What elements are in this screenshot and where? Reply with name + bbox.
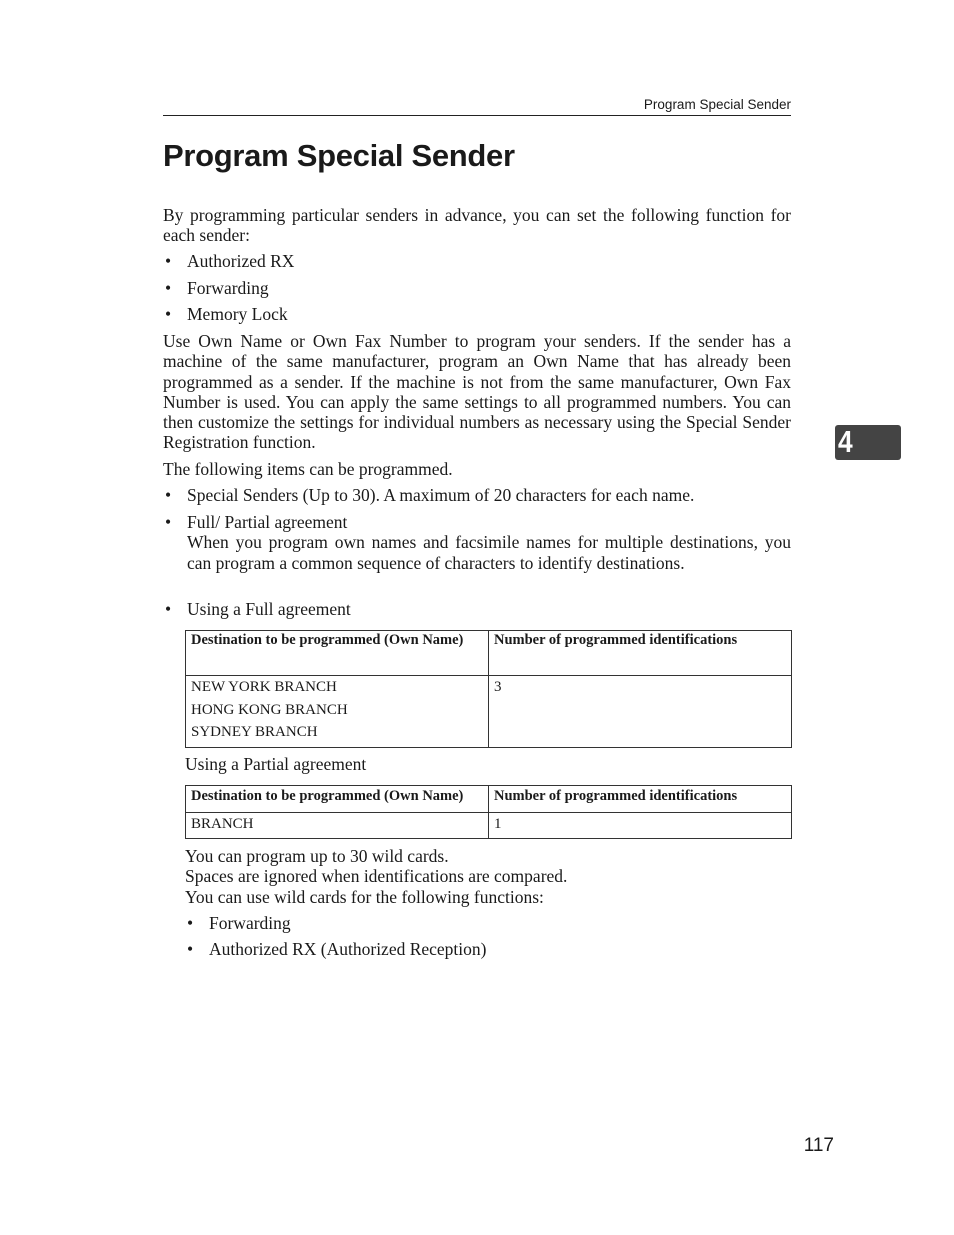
destination-name: SYDNEY BRANCH (191, 724, 318, 740)
bullet-icon: • (165, 485, 172, 505)
wildcard-note: You can use wild cards for the following functions: (185, 887, 544, 907)
partial-agreement-table (185, 785, 792, 839)
bullet-icon: • (165, 599, 172, 619)
bullet-text: Special Senders (Up to 30). A maximum of 20 characters for each name. (187, 485, 695, 505)
table-header: Destination to be programmed (Own Name) (186, 631, 489, 676)
bullet-text: Forwarding (187, 278, 269, 298)
table-cell: 3 (489, 676, 792, 748)
page-number: 117 (803, 1135, 834, 1156)
table-header: Number of programmed identifications (489, 631, 792, 676)
bullet-icon: • (187, 913, 194, 933)
table-cell: 1 (489, 813, 792, 839)
bullet-icon: • (165, 251, 172, 271)
wildcard-note: You can program up to 30 wild cards. (185, 846, 449, 866)
bullet-icon: • (165, 278, 172, 298)
bullet-text: Memory Lock (187, 304, 288, 324)
table-cell (186, 676, 489, 748)
running-header: Program Special Sender (643, 97, 791, 112)
bullet-text (187, 512, 791, 573)
own-name-paragraph: Use Own Name or Own Fax Number to program your senders. If the sender has a machine of the same manufacturer, program an Own Name that has already been programmed as a sender. If the machine is not from the same manufacturer, Own Fax Number is used. You can apply the same settings to all programmed numbers. You can then customize the settings for individual numbers as necessary using the Special Sender Registration function. (163, 331, 791, 453)
table-header: Number of programmed identifications (489, 786, 792, 813)
page-title: Program Special Sender (163, 138, 515, 173)
bullet-text: Authorized RX (187, 251, 295, 271)
agreement-title: Full/ Partial agreement (187, 512, 348, 532)
bullet-text: Forwarding (209, 913, 291, 933)
bullet-text: Authorized RX (Authorized Reception) (209, 939, 487, 959)
table-cell: BRANCH (186, 813, 489, 839)
wildcard-note: Spaces are ignored when identifications are compared. (185, 866, 568, 886)
destination-name: HONG KONG BRANCH (191, 701, 348, 718)
table-header: Destination to be programmed (Own Name) (186, 786, 489, 813)
agreement-description: When you program own names and facsimile names for multiple destinations, you can program a common sequence of characters to identify destinations. (187, 532, 791, 573)
intro-paragraph: By programming particular senders in advance, you can set the following function for each sender: (163, 205, 791, 246)
bullet-icon: • (187, 939, 194, 959)
partial-agreement-label: Using a Partial agreement (185, 754, 367, 774)
bullet-text: Using a Full agreement (187, 599, 351, 619)
chapter-tab (835, 425, 901, 460)
chapter-number: 4 (838, 424, 853, 459)
bullet-icon: • (165, 512, 172, 532)
full-agreement-table (185, 630, 792, 748)
bullet-icon: • (165, 304, 172, 324)
items-intro-paragraph: The following items can be programmed. (163, 459, 453, 479)
destination-name: NEW YORK BRANCH (191, 679, 337, 695)
header-rule (163, 115, 791, 116)
